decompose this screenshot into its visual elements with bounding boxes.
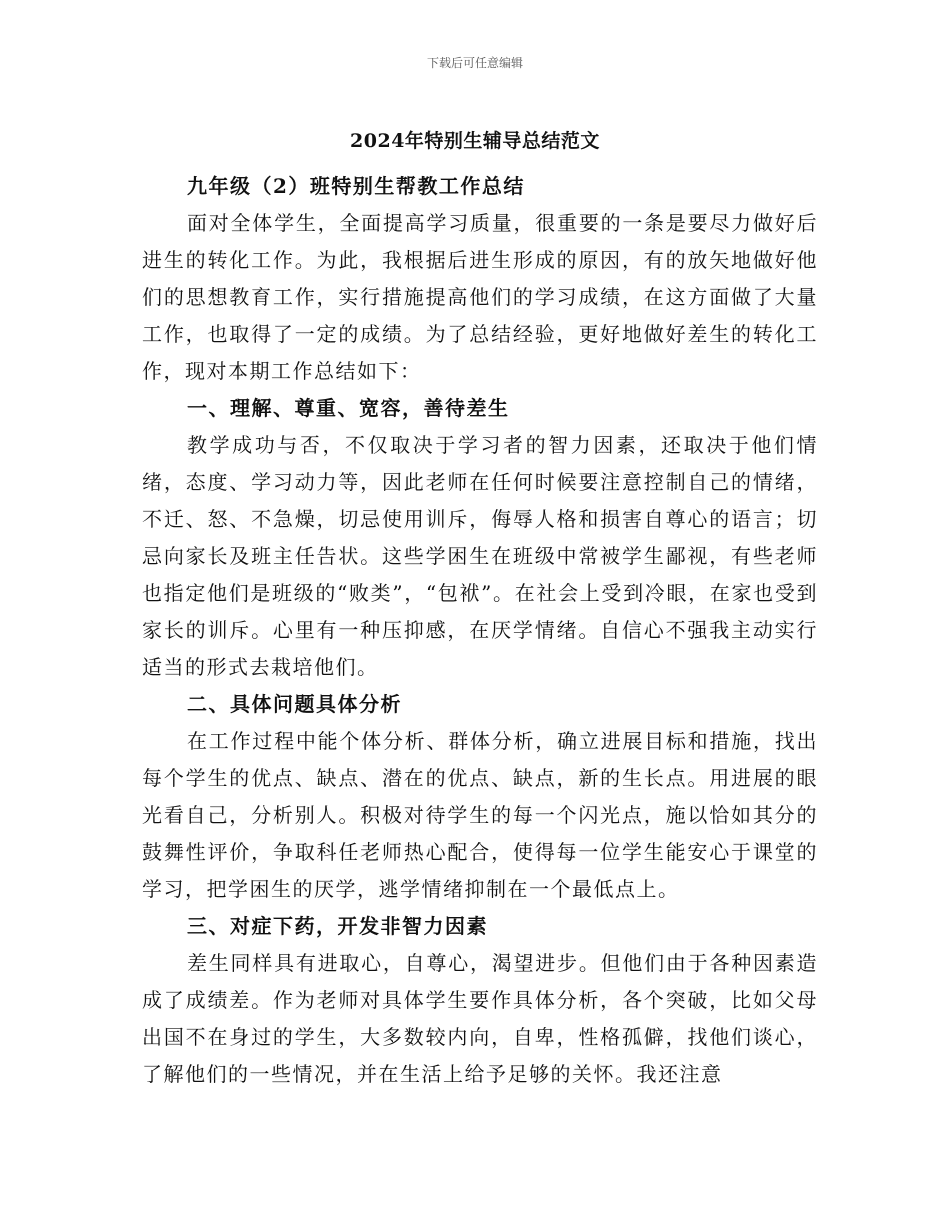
section-heading-2: 二、具体问题具体分析 [187, 692, 402, 716]
document-body [142, 168, 818, 1093]
paragraph-section-1: 教学成功与否，不仅取决于学习者的智力因素，还取决于他们情绪，态度、学习动力等，因此老师在任何时候要注意控制自己的情绪，不迁、怒、不急燥，切忌使用训斥，侮辱人格和损害自尊心的语言；切忌向家长及班主任告状。这些学困生在班级中常被学生鄙视，有些老师也指定他们是班级的“败类”，“包袱”。在社会上受到冷眼，在家也受到家长的训斥。心里有一种压抑感，在厌学情绪。自信心不强我主动实行适当的形式去栽培他们。 [142, 433, 818, 679]
header-note: 下载后可任意编辑 [426, 56, 523, 70]
paragraph-section-3: 差生同样具有进取心，自尊心，渴望进步。但他们由于各种因素造成了成绩差。作为老师对具体学生要作具体分析，各个突破，比如父母出国不在身过的学生，大多数较内向，自卑，性格孤僻，找他们谈心，了解他们的一些情况，并在生活上给予足够的关怀。我还注意 [142, 951, 818, 1086]
section-heading-1: 一、理解、尊重、宽容，善待差生 [187, 396, 510, 420]
section-heading-class: 九年级（2）班特别生帮教工作总结 [187, 174, 525, 198]
paragraph-intro: 面对全体学生，全面提高学习质量，很重要的一条是要尽力做好后进生的转化工作。为此，我根据后进生形成的原因，有的放矢地做好他们的思想教育工作，实行措施提高他们的学习成绩，在这方面做了大量工作，也取得了一定的成绩。为了总结经验，更好地做好差生的转化工作，现对本期工作总结如下： [142, 211, 818, 383]
paragraph-section-2: 在工作过程中能个体分析、群体分析，确立进展目标和措施，找出每个学生的优点、缺点、潜在的优点、缺点，新的生长点。用进展的眼光看自己，分析别人。积极对待学生的每一个闪光点，施以恰如其分的鼓舞性评价，争取科任老师热心配合，使得每一位学生能安心于课堂的学习，把学困生的厌学，逃学情绪抑制在一个最低点上。 [142, 729, 818, 901]
section-heading-3: 三、对症下药，开发非智力因素 [187, 914, 488, 938]
document-title: 2024年特别生辅导总结范文 [350, 130, 600, 152]
